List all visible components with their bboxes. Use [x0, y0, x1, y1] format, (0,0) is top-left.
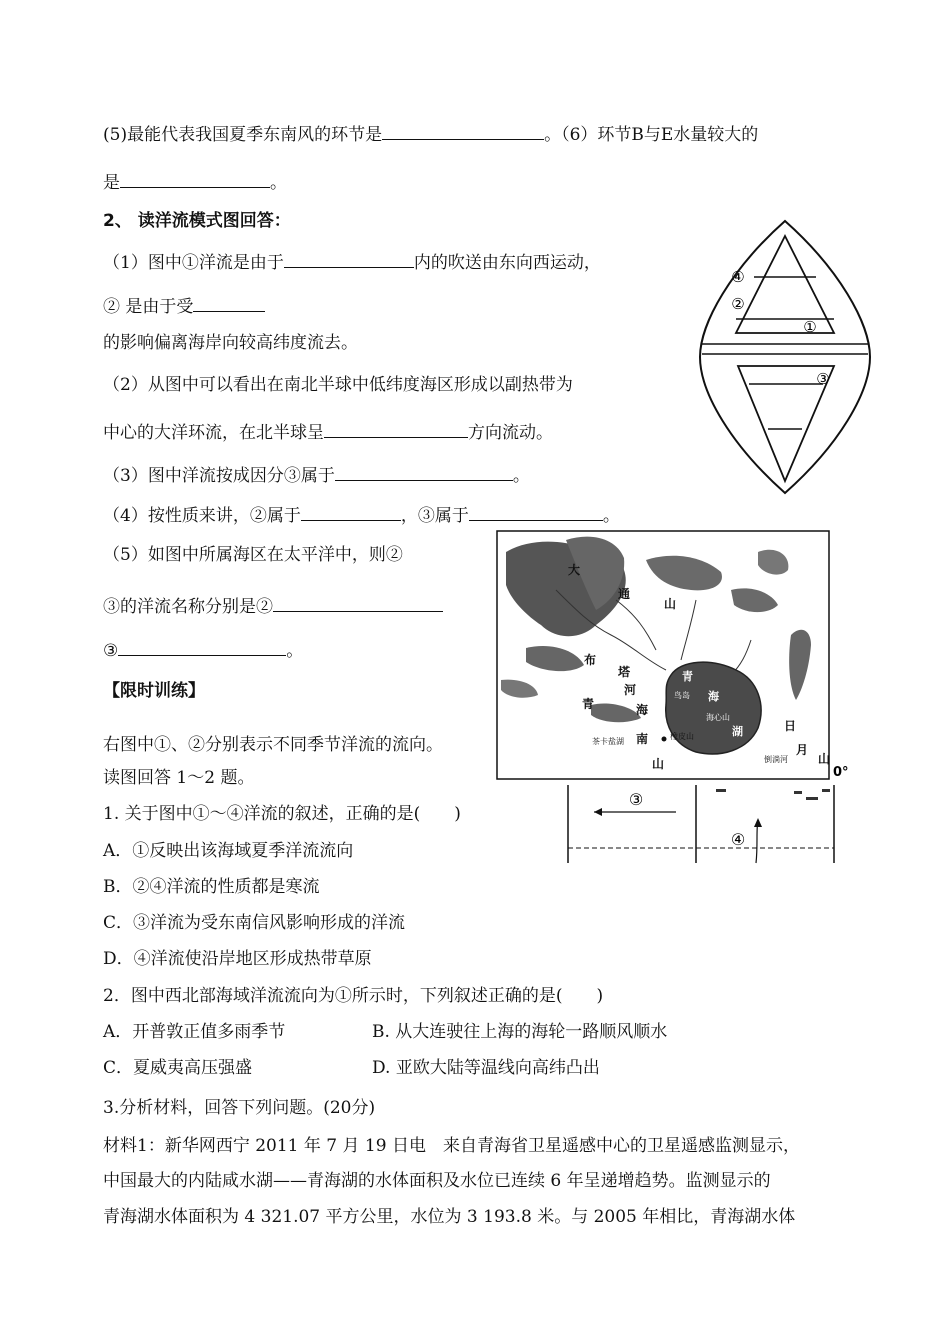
- answer-blank[interactable]: [469, 503, 603, 521]
- q2-option-c[interactable]: C．夏威夷高压强盛: [103, 1058, 253, 1078]
- q1-option-a[interactable]: A．①反映出该海域夏季洋流流向: [103, 841, 354, 861]
- map-label: 山: [664, 597, 677, 611]
- section-2-heading: 2、 读洋流模式图回答：: [103, 211, 291, 231]
- s2-question-5b: ③的洋流名称分别是②: [103, 594, 443, 618]
- q1-option-c[interactable]: C．③洋流为受东南信风影响形成的洋流: [103, 913, 406, 933]
- arrow-head: [754, 818, 762, 827]
- s2-question-3: （3）图中洋流按成因分③属于 。: [103, 463, 530, 487]
- map-label: 布: [584, 653, 597, 667]
- map-label: 橡皮山: [670, 732, 694, 741]
- material-1-line: 材料1：新华网西宁 2011 年 7 月 19 日电 来自青海省卫星遥感中心的卫星遥感监测显示，: [103, 1136, 800, 1156]
- question-2: 2．图中西北部海域洋流流向为①所示时，下列叙述正确的是( ): [103, 986, 604, 1006]
- map-label: 河: [624, 683, 637, 697]
- ocean-gyre-diagram: [698, 218, 872, 496]
- map-label: 湖: [732, 725, 743, 738]
- answer-blank[interactable]: [273, 594, 443, 612]
- training-intro: 右图中①、②分别表示不同季节洋流的流向。: [103, 735, 443, 755]
- question-6-line: 是 。: [103, 170, 287, 194]
- island: [794, 791, 802, 794]
- answer-blank[interactable]: [382, 122, 544, 140]
- map-label: 海: [708, 690, 719, 703]
- map-label: 青: [582, 697, 595, 711]
- island: [822, 789, 830, 792]
- s2-question-2a: （2）从图中可以看出在南北半球中低纬度海区形成以副热带为: [103, 375, 573, 395]
- s2-question-2b: 中心的大洋环流，在北半球呈 方向流动。: [103, 420, 553, 444]
- map-label: 海: [636, 703, 649, 717]
- answer-blank[interactable]: [324, 420, 468, 438]
- answer-blank[interactable]: [193, 294, 265, 312]
- q1-option-d[interactable]: D．④洋流使沿岸地区形成热带草原: [103, 949, 372, 969]
- answer-blank[interactable]: [120, 170, 270, 188]
- q2-option-a[interactable]: A．开普敦正值多雨季节: [103, 1022, 286, 1042]
- current-label-3: ③: [628, 790, 644, 809]
- answer-blank[interactable]: [301, 503, 401, 521]
- map-label: 塔: [618, 665, 631, 679]
- island: [716, 789, 726, 792]
- map-label: 山: [818, 752, 831, 766]
- answer-blank[interactable]: [284, 250, 414, 268]
- degree-label: 0°: [833, 765, 849, 780]
- map-label: 倒淌河: [764, 755, 788, 764]
- s2-question-1c: 的影响偏离海岸向较高纬度流去。: [103, 333, 358, 353]
- current-direction-diagram: [566, 785, 836, 865]
- gyre-outline: [700, 221, 870, 493]
- q1-option-b[interactable]: B．②④洋流的性质都是寒流: [103, 877, 320, 897]
- gyre-label-4: ④: [731, 268, 745, 286]
- current-label-4: ④: [730, 830, 746, 849]
- question-1: 1. 关于图中①～④洋流的叙述，正确的是( ): [103, 804, 461, 824]
- question-3: 3.分析材料，回答下列问题。(20分): [103, 1098, 376, 1118]
- map-label: 大: [568, 563, 581, 577]
- question-5-line: (5)最能代表我国夏季东南风的环节是 。（6）环节B与E水量较大的: [103, 122, 758, 146]
- map-label: 山: [652, 757, 665, 771]
- s2-question-4: （4）按性质来讲，②属于 ，③属于 。: [103, 503, 620, 527]
- map-label: 鸟岛: [674, 691, 690, 700]
- s2-question-5c: ③ 。: [103, 638, 303, 662]
- location-dot: [662, 737, 667, 742]
- training-heading: 【限时训练】: [103, 681, 205, 701]
- answer-blank[interactable]: [118, 638, 286, 656]
- map-label: 海心山: [706, 713, 730, 722]
- q2-option-b[interactable]: B. 从大连驶往上海的海轮一路顺风顺水: [372, 1022, 668, 1042]
- arrow-head: [594, 808, 602, 816]
- map-label: 茶卡盐湖: [592, 737, 624, 746]
- material-1-line: 青海湖水体面积为 4 321.07 平方公里，水位为 3 193.8 米。与 2005 年相比，青海湖水体: [103, 1207, 796, 1227]
- map-label: 青: [682, 670, 693, 683]
- map-label: 日: [784, 719, 797, 733]
- gyre-label-1: ①: [803, 318, 817, 336]
- answer-blank[interactable]: [335, 463, 513, 481]
- map-label: 通: [618, 587, 631, 601]
- map-label: 月: [796, 743, 809, 757]
- s2-question-1b: ② 是由于受: [103, 294, 265, 318]
- gyre-label-2: ②: [731, 295, 745, 313]
- gyre-label-3: ③: [816, 370, 830, 388]
- material-1-line: 中国最大的内陆咸水湖——青海湖的水体面积及水位已连续 6 年呈递增趋势。监测显示的: [103, 1171, 771, 1191]
- island: [806, 797, 818, 800]
- s2-question-1a: （1）图中①洋流是由于 内的吹送由东向西运动，: [103, 250, 601, 274]
- map-label: 南: [636, 732, 649, 746]
- q2-option-d[interactable]: D. 亚欧大陆等温线向高纬凸出: [372, 1058, 600, 1078]
- training-intro: 读图回答 1～2 题。: [103, 768, 255, 788]
- s2-question-5a: （5）如图中所属海区在太平洋中，则②: [103, 545, 403, 565]
- qinghai-lake-map: [496, 530, 862, 784]
